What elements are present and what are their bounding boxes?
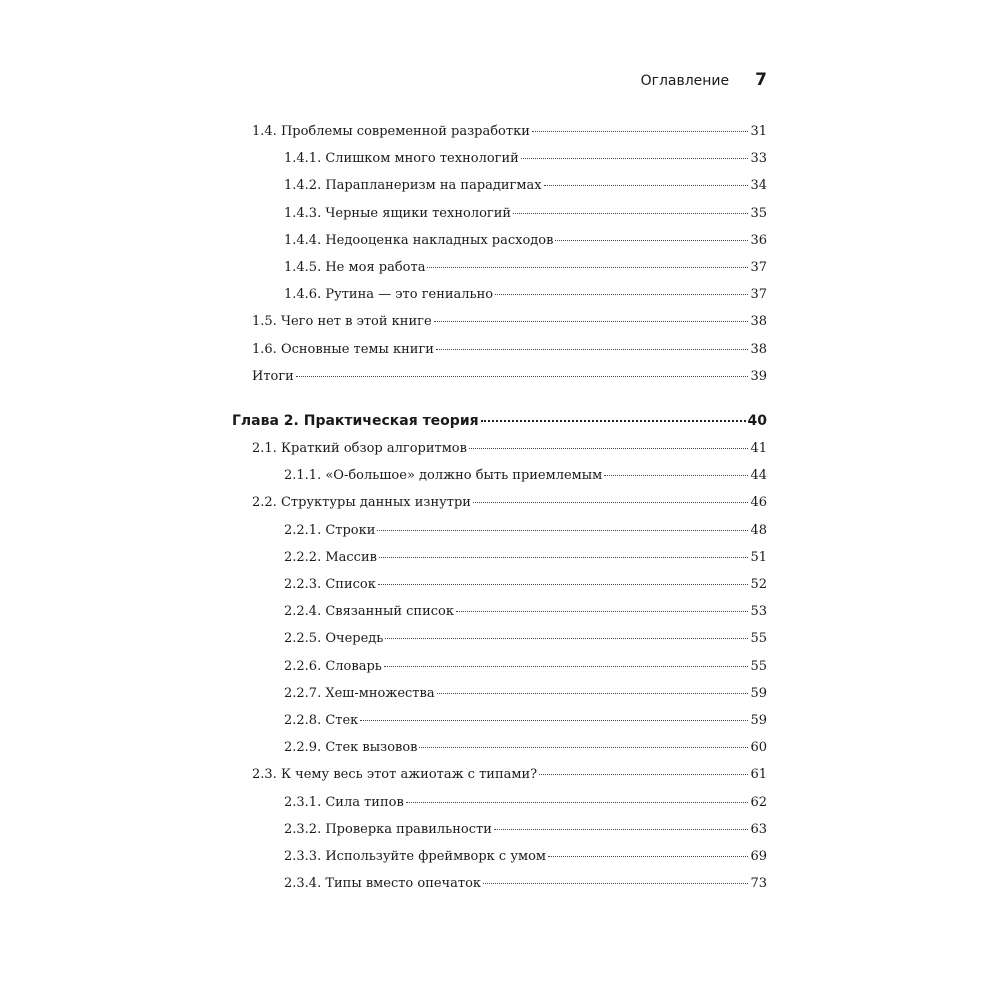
toc-entry[interactable] [232,843,767,870]
toc-entry[interactable] [232,254,767,281]
dot-leader [377,529,748,531]
toc-entry-label: 2.2.8. Стек [284,712,359,728]
toc-entry-page: 48 [750,522,767,538]
table-of-contents [232,118,767,897]
toc-entry[interactable] [232,118,767,145]
dot-leader [495,293,748,295]
dot-leader [419,746,748,748]
toc-entry-label: Глава 2. Практическая теория [232,412,479,429]
toc-entry-label: 1.4.4. Недооценка накладных расходов [284,232,554,248]
toc-entry-label: 1.4.1. Слишком много технологий [284,151,519,167]
dot-leader [539,773,748,775]
dot-leader [360,719,748,721]
toc-entry-label: 1.4.2. Парапланеризм на парадигмах [284,178,542,194]
dot-leader [483,882,748,884]
dot-leader [513,212,748,214]
toc-entry[interactable] [232,789,767,816]
toc-entry-label: 2.2.4. Связанный список [284,604,454,620]
toc-entry[interactable] [232,308,767,335]
toc-entry-label: 2.3.3. Используйте фреймворк с умом [284,848,547,864]
dot-leader [378,583,749,585]
dot-leader [437,692,749,694]
toc-entry-page: 61 [750,767,767,783]
dot-leader [521,157,749,159]
toc-entry[interactable] [232,435,767,462]
toc-entry[interactable] [232,517,767,544]
dot-leader [456,610,748,612]
toc-entry-page: 51 [750,549,767,565]
page-number: 7 [755,70,767,90]
toc-entry-label: 1.4.6. Рутина — это гениально [284,287,494,303]
toc-entry-page: 53 [750,604,767,620]
dot-leader [384,665,749,667]
toc-entry[interactable] [232,653,767,680]
toc-entry[interactable] [232,363,767,390]
toc-entry-page: 33 [750,151,767,167]
toc-entry-page: 36 [750,232,767,248]
dot-leader [385,637,748,639]
toc-entry-page: 73 [750,876,767,892]
toc-entry[interactable] [232,281,767,308]
dot-leader [548,855,748,857]
toc-entry-label: 2.3.4. Типы вместо опечаток [284,876,482,892]
toc-entry[interactable] [232,707,767,734]
toc-entry-page: 59 [750,712,767,728]
toc-entry-label: 2.2. Структуры данных изнутри [252,495,471,511]
toc-entry[interactable] [232,625,767,652]
toc-chapter-entry[interactable] [232,408,767,435]
toc-entry-label: 2.2.9. Стек вызовов [284,740,418,756]
toc-entry-label: 1.4.5. Не моя работа [284,259,426,275]
dot-leader [296,375,749,377]
toc-entry-label: Итоги [252,368,294,384]
toc-entry-page: 60 [750,740,767,756]
toc-entry-page: 44 [750,468,767,484]
toc-entry-page: 37 [750,287,767,303]
toc-entry[interactable] [232,462,767,489]
dot-leader [436,348,749,350]
toc-entry-page: 52 [750,577,767,592]
toc-entry-page: 34 [750,178,767,194]
toc-entry-page: 55 [750,631,767,647]
toc-entry-page: 59 [750,685,767,701]
running-head [232,70,767,94]
toc-entry[interactable] [232,489,767,516]
dot-leader [604,474,748,476]
dot-leader [473,501,748,503]
toc-entry-page: 40 [747,412,767,429]
toc-entry-page: 35 [750,205,767,221]
toc-entry-page: 63 [750,821,767,837]
toc-entry[interactable] [232,816,767,843]
chapter-spacer [232,390,767,408]
toc-entry-label: 2.2.1. Строки [284,522,376,538]
toc-entry-label: 2.3.2. Проверка правильности [284,821,492,837]
toc-entry-page: 38 [750,341,767,357]
toc-entry[interactable] [232,571,767,598]
toc-entry-page: 39 [750,368,767,384]
toc-entry-label: 2.2.3. Список [284,577,376,592]
dot-leader [427,266,748,268]
running-head-title: Оглавление [640,73,730,89]
toc-entry-page: 37 [750,259,767,275]
toc-entry-label: 2.2.2. Массив [284,549,377,565]
dot-leader [494,828,749,830]
toc-entry-label: 1.5. Чего нет в этой книге [252,314,432,330]
dot-leader [469,447,748,449]
toc-entry-label: 2.2.7. Хеш-множества [284,685,435,701]
toc-entry-label: 2.2.5. Очередь [284,631,384,647]
toc-entry[interactable] [232,336,767,363]
toc-entry[interactable] [232,200,767,227]
toc-entry[interactable] [232,544,767,571]
dot-leader [379,556,749,558]
toc-entry-label: 1.6. Основные темы книги [252,341,434,357]
toc-entry-page: 62 [750,794,767,810]
toc-entry-page: 41 [750,441,767,457]
toc-entry-label: 2.1. Краткий обзор алгоритмов [252,441,467,457]
toc-entry-label: 1.4. Проблемы современной разработки [252,124,530,139]
dot-leader [434,320,749,322]
toc-entry-label: 2.1.1. «О-большое» должно быть приемлемым [284,468,603,484]
dot-leader [544,184,749,186]
toc-entry[interactable] [232,761,767,788]
toc-entry[interactable] [232,227,767,254]
toc-entry[interactable] [232,680,767,707]
toc-entry-label: 1.4.3. Черные ящики технологий [284,205,512,221]
toc-entry-label: 2.3. К чему весь этот ажиотаж с типами? [252,767,538,783]
toc-entry[interactable] [232,734,767,761]
toc-entry[interactable] [232,598,767,625]
toc-entry[interactable] [232,870,767,897]
dot-leader [481,419,746,422]
toc-entry-page: 46 [750,495,767,511]
toc-entry-page: 31 [750,124,767,139]
toc-entry-label: 2.2.6. Словарь [284,658,382,674]
toc-entry-label: 2.3.1. Сила типов [284,794,404,810]
toc-entry[interactable] [232,172,767,199]
toc-entry[interactable] [232,145,767,172]
toc-entry-page: 55 [750,658,767,674]
toc-entry-page: 69 [750,848,767,864]
dot-leader [555,239,748,241]
dot-leader [406,801,749,803]
toc-entry-page: 38 [750,314,767,330]
dot-leader [532,130,749,132]
